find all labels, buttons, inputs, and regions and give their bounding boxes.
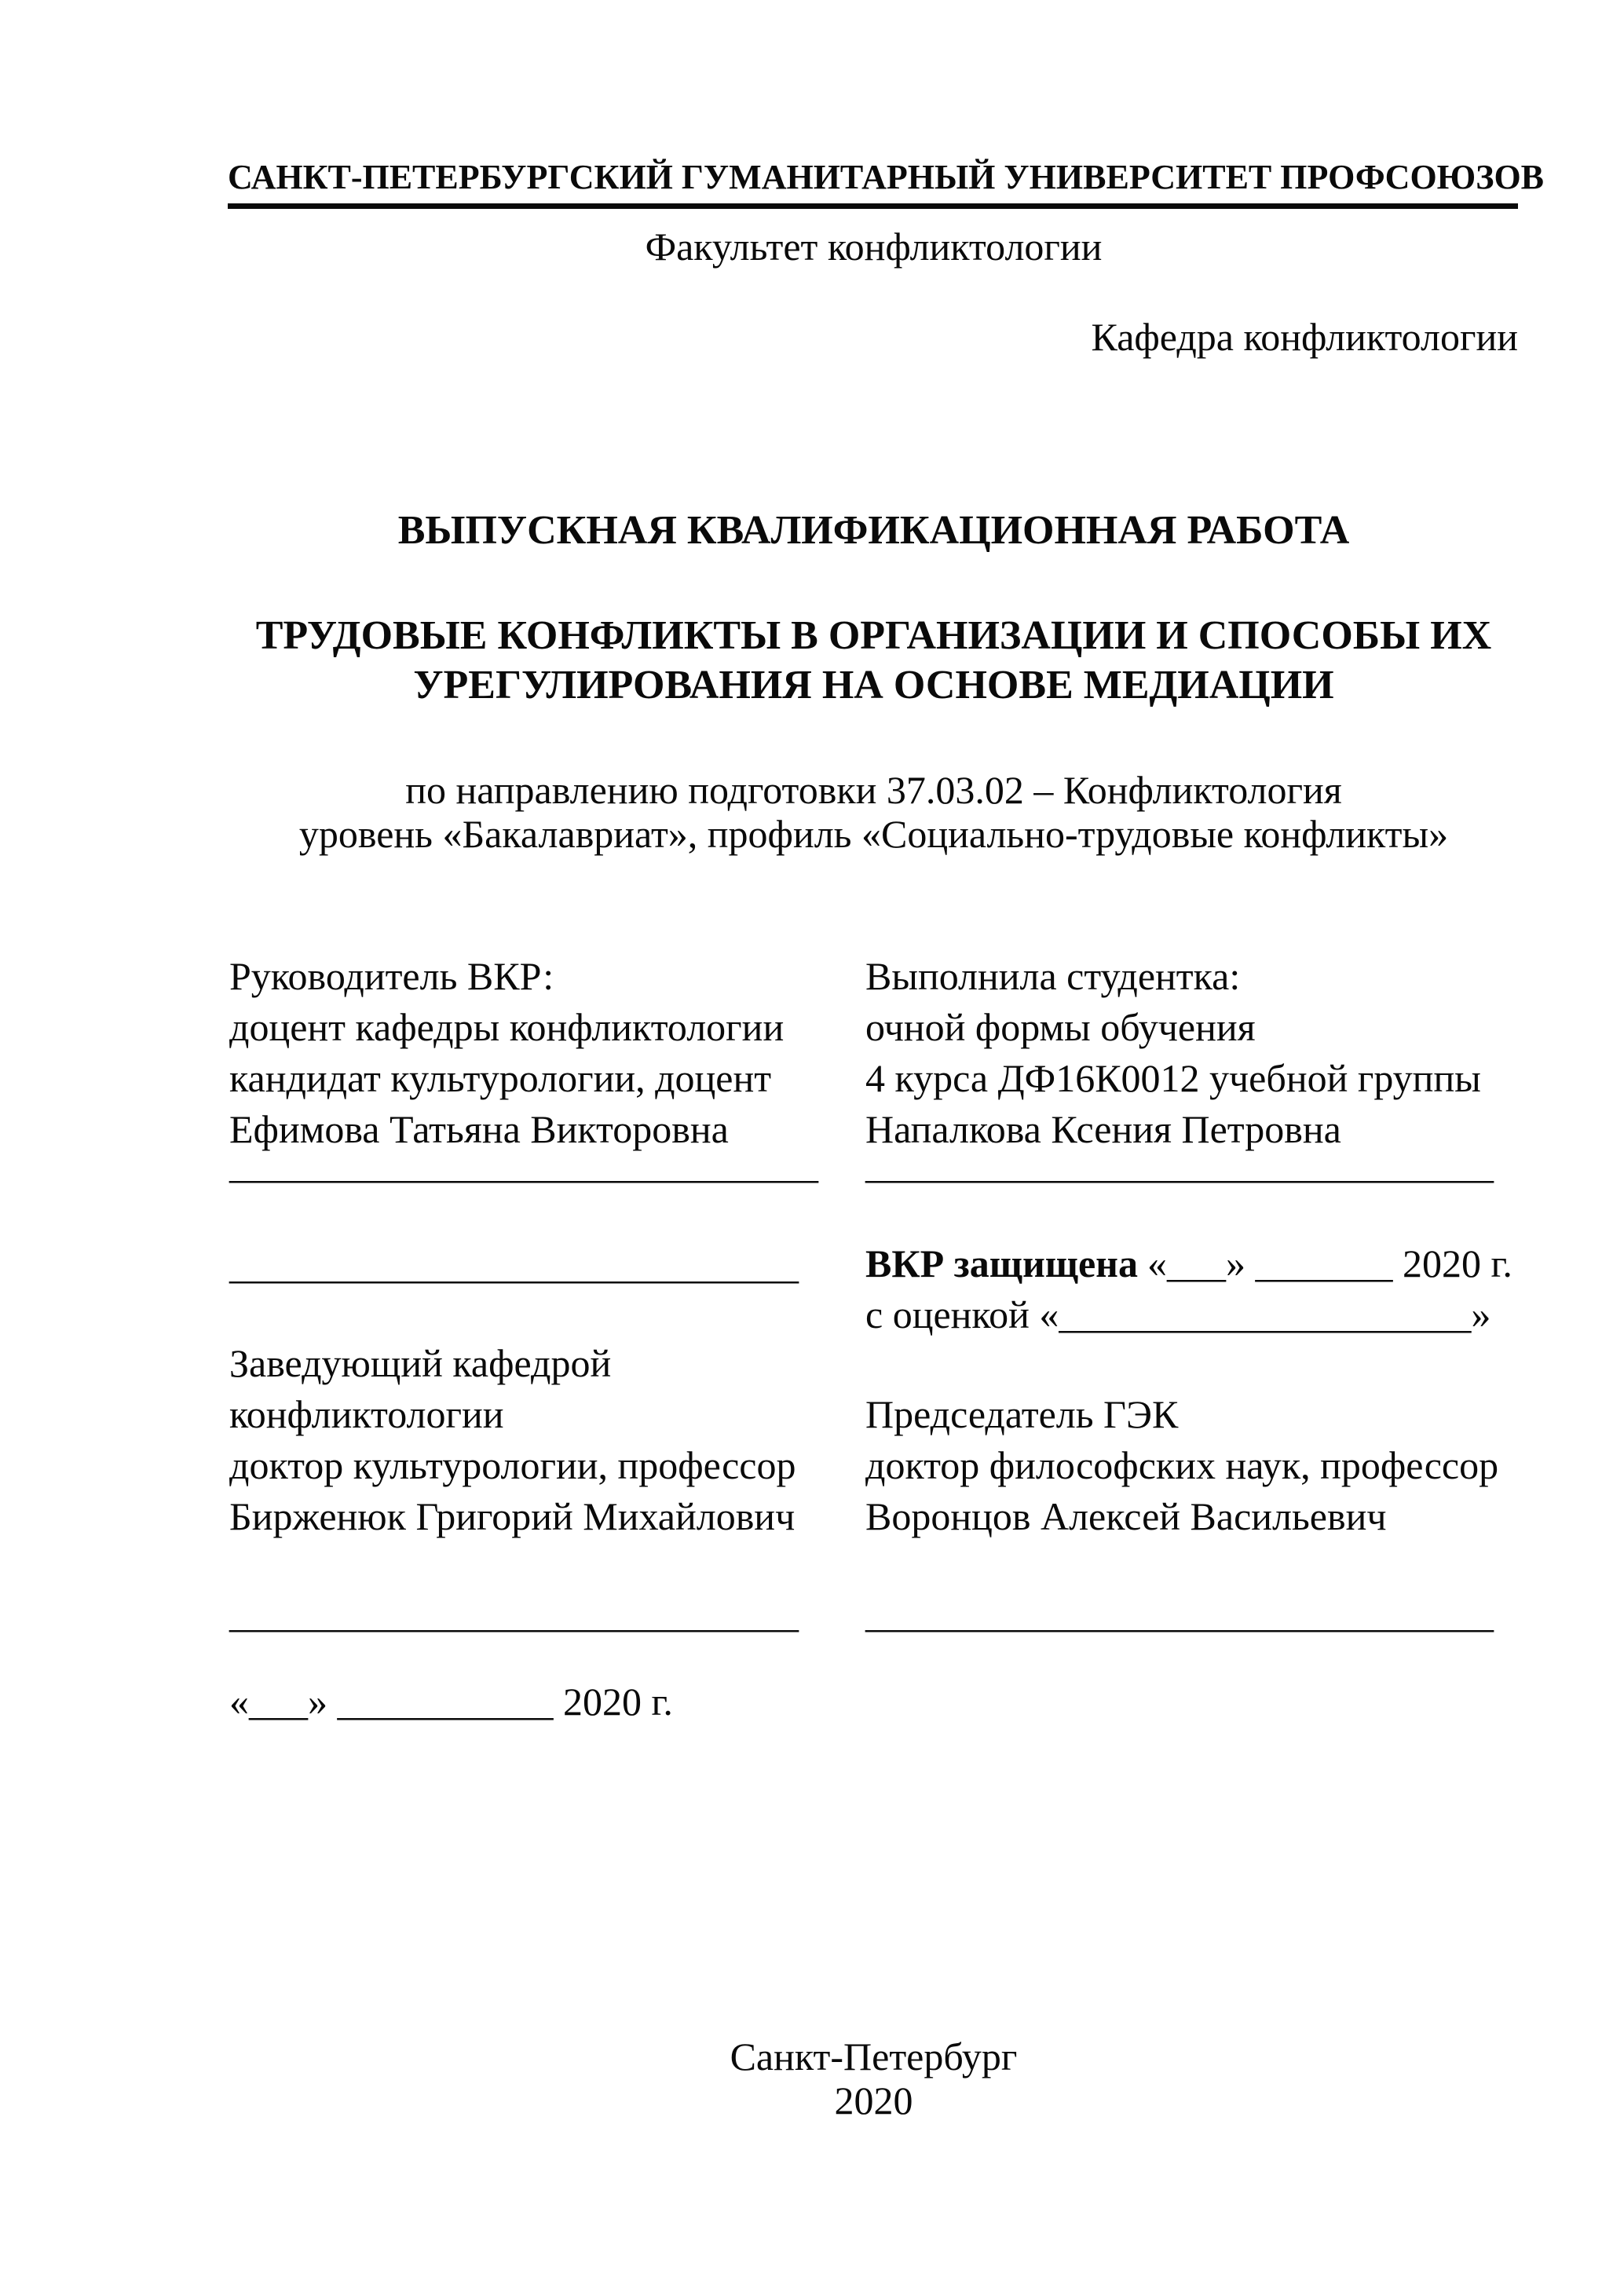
header-rule xyxy=(228,203,1518,209)
head-name: Бирженюк Григорий Михайлович xyxy=(229,1494,796,1538)
chair-signature-line: ________________________________ xyxy=(865,1592,1494,1636)
level-profile-line: уровень «Бакалавриат», профиль «Социально-трудовые конфликты» xyxy=(298,812,1449,856)
chair-name: Воронцов Алексей Васильевич xyxy=(865,1494,1387,1538)
head-degree: доктор культурологии, профессор xyxy=(229,1443,796,1487)
student-signature-line: ________________________________ xyxy=(865,1143,1494,1186)
defense-grade-line: с оценкой «_____________________» xyxy=(865,1292,1491,1336)
department-name: Кафедра конфликтологии xyxy=(1091,315,1518,359)
student-label: Выполнила студентка: xyxy=(865,954,1241,998)
student-name: Напалкова Ксения Петровна xyxy=(865,1107,1341,1151)
head-signature-line-top: _____________________________ xyxy=(229,1243,799,1287)
chair-label: Председатель ГЭК xyxy=(865,1392,1179,1436)
defense-defended-label: ВКР защищена xyxy=(865,1241,1138,1285)
head-signature-line-bottom: _____________________________ xyxy=(229,1592,799,1636)
student-study-form: очной формы обучения xyxy=(865,1005,1256,1049)
head-title-line-2: конфликтологии xyxy=(229,1392,504,1436)
supervisor-signature-line: ______________________________ xyxy=(229,1143,818,1186)
head-date-line: «___» ___________ 2020 г. xyxy=(229,1680,673,1724)
footer-city: Санкт-Петербург xyxy=(730,2035,1018,2078)
defense-line xyxy=(865,1239,1527,1288)
supervisor-degree: кандидат культурологии, доцент xyxy=(229,1056,772,1100)
supervisor-position: доцент кафедры конфликтологии xyxy=(229,1005,785,1049)
defense-date-blank: «___» _______ 2020 г. xyxy=(1147,1241,1512,1285)
footer-year: 2020 xyxy=(834,2078,913,2122)
work-type-heading: ВЫПУСКНАЯ КВАЛИФИКАЦИОННАЯ РАБОТА xyxy=(397,508,1350,553)
thesis-title-line-2: УРЕГУЛИРОВАНИЯ НА ОСНОВЕ МЕДИАЦИИ xyxy=(413,663,1334,707)
student-group: 4 курса ДФ16К0012 учебной группы xyxy=(865,1056,1481,1100)
program-line: по направлению подготовки 37.03.02 – Конфликтология xyxy=(405,768,1342,812)
university-name: САНКТ-ПЕТЕРБУРГСКИЙ ГУМАНИТАРНЫЙ УНИВЕРСИТЕТ ПРОФСОЮЗОВ xyxy=(228,158,1545,196)
faculty-name: Факультет конфликтологии xyxy=(645,225,1103,269)
chair-degree: доктор философских наук, профессор xyxy=(865,1443,1499,1487)
supervisor-label: Руководитель ВКР: xyxy=(229,954,554,998)
head-title-line-1: Заведующий кафедрой xyxy=(229,1341,612,1385)
supervisor-name: Ефимова Татьяна Викторовна xyxy=(229,1107,729,1151)
thesis-title-line-1: ТРУДОВЫЕ КОНФЛИКТЫ В ОРГАНИЗАЦИИ И СПОСОБЫ ИХ xyxy=(255,613,1492,658)
